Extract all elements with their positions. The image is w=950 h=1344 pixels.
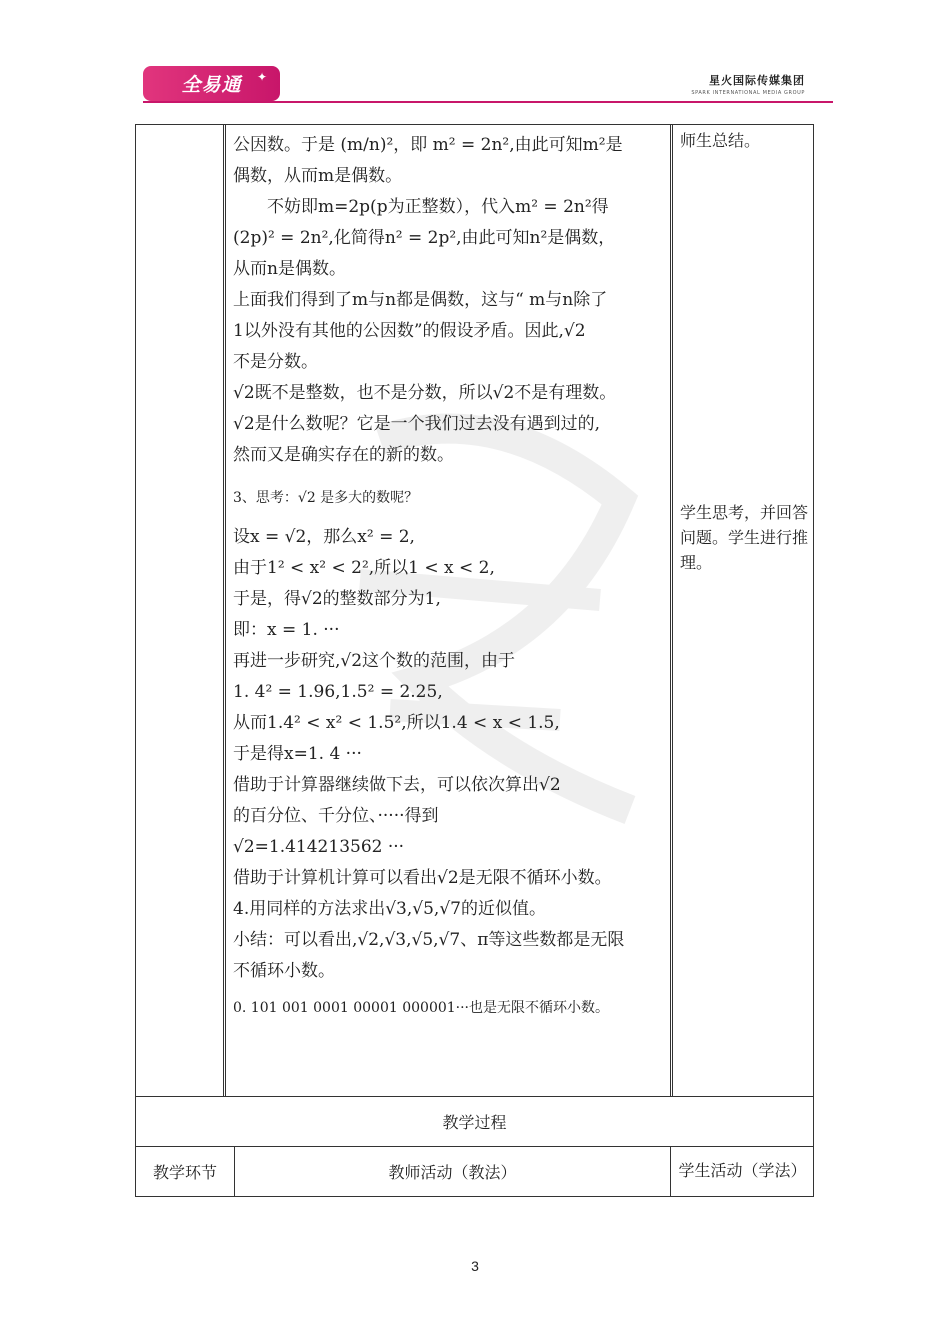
- publisher-name: 星火国际传媒集团: [709, 74, 805, 87]
- content-line: 即：x = 1. ···: [233, 620, 340, 640]
- content-line: 4.用同样的方法求出√3,√5,√7的近似值。: [233, 899, 546, 919]
- content-line: 然而又是确实存在的新的数。: [233, 445, 454, 465]
- publisher-name-en: SPARK INTERNATIONAL MEDIA GROUP: [691, 90, 805, 96]
- content-line: 1以外没有其他的公因数”的假设矛盾。因此,√2: [233, 321, 586, 341]
- content-line: 于是，得√2的整数部分为1,: [233, 589, 441, 609]
- content-line: 1. 4² = 1.96,1.5² = 2.25,: [233, 682, 443, 702]
- column-header-student: 学生活动（学法）: [678, 1161, 807, 1180]
- content-line: 不妨即m=2p(p为正整数），代入m² = 2n²得: [233, 197, 609, 217]
- content-line: 设x = √2，那么x² = 2,: [233, 527, 415, 547]
- content-line: 上面我们得到了m与n都是偶数，这与“ m与n除了: [233, 290, 608, 310]
- content-line: 偶数，从而m是偶数。: [233, 166, 403, 186]
- brand-logo: [143, 66, 280, 101]
- student-activity-note: 师生总结。: [680, 131, 761, 150]
- student-activity-note: 学生思考，并回答问题。学生进行推理。: [680, 503, 809, 572]
- header-rule: [143, 101, 833, 103]
- column-header-teacher: 教师活动（教法）: [235, 1146, 671, 1196]
- table-divider: [223, 125, 224, 1096]
- publisher-brand: [691, 72, 805, 96]
- content-line: 再进一步研究,√2这个数的范围，由于: [233, 651, 516, 671]
- content-line: √2既不是整数，也不是分数，所以√2不是有理数。: [233, 383, 617, 403]
- table-divider: [225, 125, 226, 1096]
- content-line: 3、思考：√2 是多大的数呢？: [233, 490, 419, 506]
- content-line: √2是什么数呢？它是一个我们过去没有遇到过的,: [233, 414, 601, 434]
- content-line: 从而1.4² < x² < 1.5²,所以1.4 < x < 1.5,: [233, 713, 560, 733]
- column-header-stage: 教学环节: [136, 1146, 235, 1196]
- process-title: 教学过程: [136, 1097, 813, 1147]
- page-number: 3: [471, 1258, 479, 1274]
- content-line: 借助于计算器继续做下去，可以依次算出√2: [233, 775, 561, 795]
- content-line: √2=1.414213562 ···: [233, 837, 405, 857]
- process-table: [135, 1097, 814, 1197]
- star-icon: ✦: [256, 70, 268, 84]
- content-line: 的百分位、千分位、·····得到: [233, 806, 439, 826]
- page-header: [0, 0, 950, 110]
- content-line: 0. 101 001 0001 00001 000001···也是无限不循环小数。: [233, 1000, 610, 1016]
- content-line: 小结：可以看出,√2,√3,√5,√7、π等这些数都是无限: [233, 930, 625, 950]
- teacher-activity-content: [233, 130, 673, 1024]
- content-line: (2p)² = 2n²,化简得n² = 2p²,由此可知n²是偶数，: [233, 228, 616, 248]
- content-line: 从而n是偶数。: [233, 259, 346, 279]
- content-line: 于是得x=1. 4 ···: [233, 744, 362, 764]
- content-line: 借助于计算机计算可以看出√2是无限不循环小数。: [233, 868, 612, 888]
- content-line: 不循环小数。: [233, 961, 335, 981]
- content-line: 由于1² < x² < 2²,所以1 < x < 2,: [233, 558, 495, 578]
- content-line: 公因数。于是 (m/n)²，即 m² = 2n²,由此可知m²是: [233, 135, 623, 155]
- content-line: 不是分数。: [233, 352, 318, 372]
- logo-text: 全易通: [181, 74, 242, 96]
